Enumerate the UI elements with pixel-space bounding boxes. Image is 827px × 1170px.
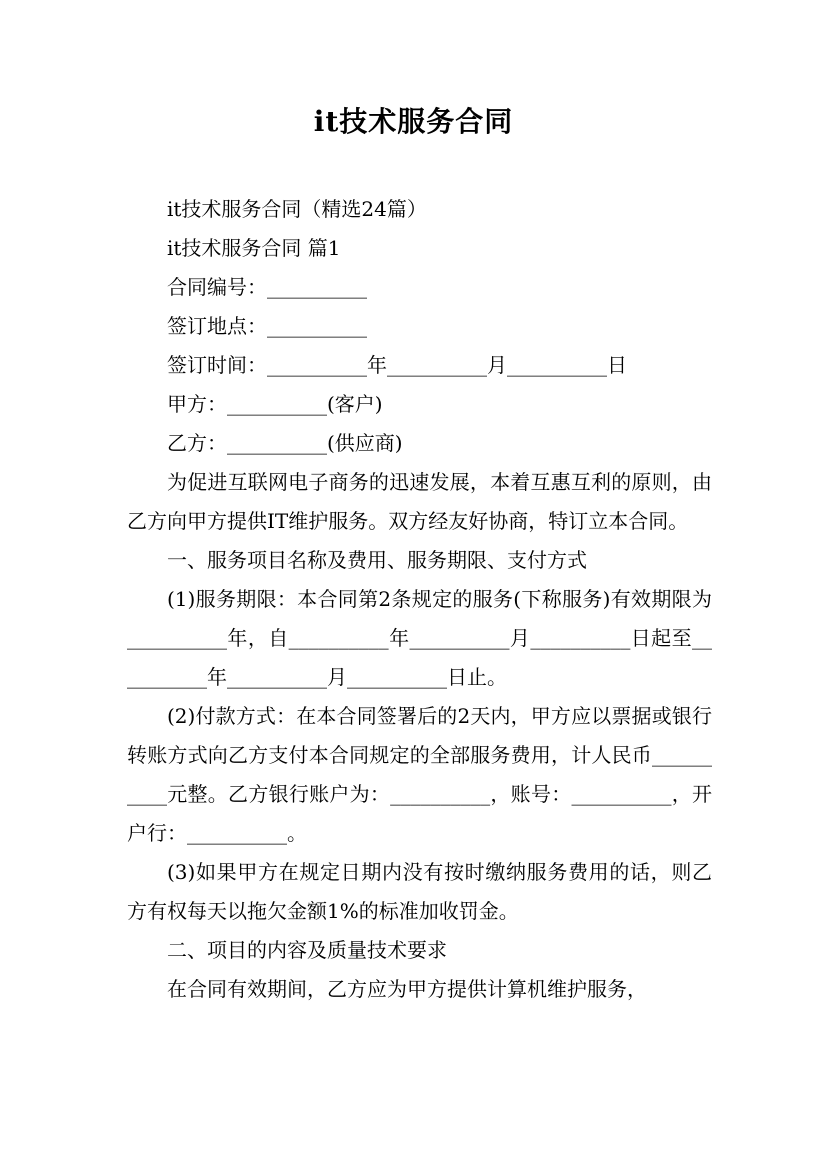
service-content-paragraph: 在合同有效期间，乙方应为甲方提供计算机维护服务， [167,977,647,1001]
party-a-line: 甲方：__________(客户) [167,392,383,416]
signing-date-line: 签订时间：__________年__________月__________日 [167,353,627,377]
payment-paragraph: (2)付款方式：在本合同签署后的2天内，甲方应以票据或银行转账方式向乙方支付本合同规定的全部服务费用，计人民币__________元整。乙方银行账户为：__________，账号：__________，开户行：__________。 [127,704,712,845]
penalty-paragraph: (3)如果甲方在规定日期内没有按时缴纳服务费用的话，则乙方有权每天以拖欠金额1%的标准加收罚金。 [127,860,712,923]
document-body [127,190,712,1009]
clause-heading-1: 一、服务项目名称及费用、服务期限、支付方式 [167,548,587,572]
party-b-line: 乙方：__________(供应商) [167,431,403,455]
section-heading: it技术服务合同 篇1 [167,236,341,260]
intro-paragraph: 为促进互联网电子商务的迅速发展，本着互惠互利的原则，由乙方向甲方提供IT维护服务。双方经友好协商，特订立本合同。 [127,470,712,533]
signing-place-line: 签订地点：__________ [167,314,367,338]
service-period-paragraph: (1)服务期限：本合同第2条规定的服务(下称服务)有效期限为__________年，自__________年__________月__________日起至__________年__________月__________日止。 [127,587,712,689]
document-title: it技术服务合同 [313,105,514,138]
clause-heading-2: 二、项目的内容及质量技术要求 [167,938,447,962]
subtitle-paragraph: it技术服务合同（精选24篇） [167,197,427,221]
contract-number-line: 合同编号：__________ [167,275,367,299]
